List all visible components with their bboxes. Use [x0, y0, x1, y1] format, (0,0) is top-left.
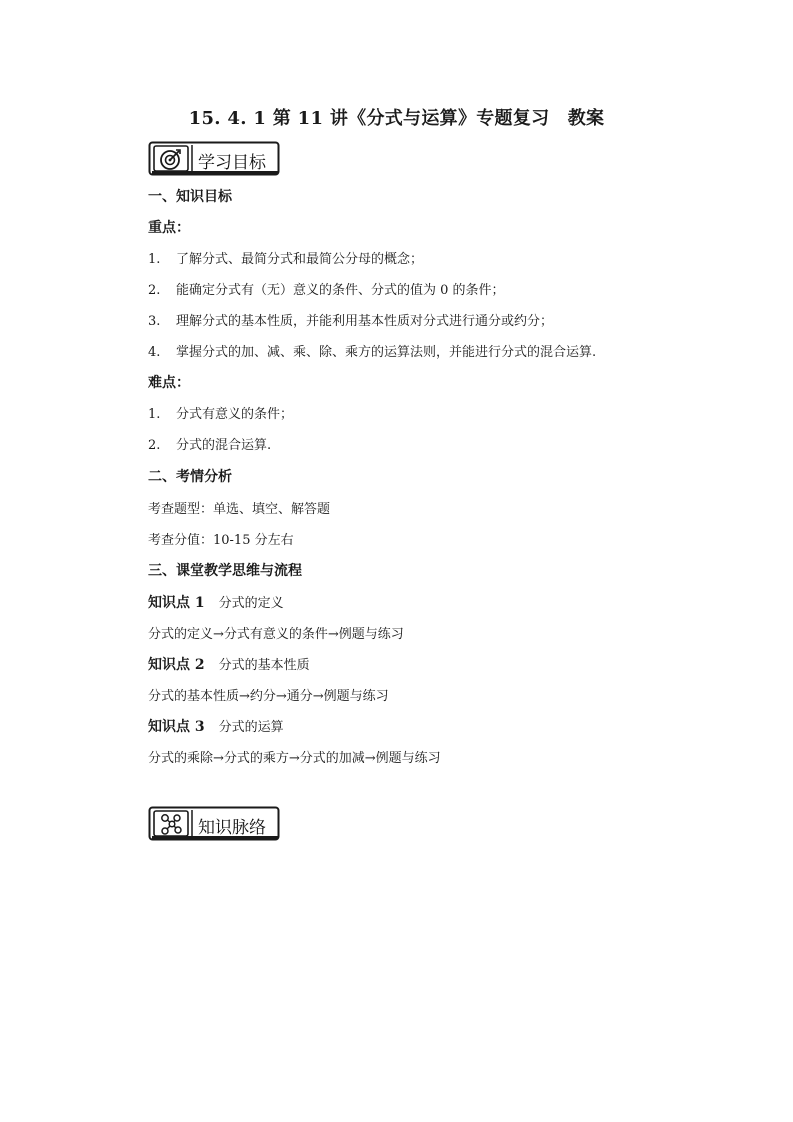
list-text: 分式的混合运算. [176, 438, 272, 453]
list-number: 2. [148, 438, 161, 453]
score-value: 考查分值：10-15 分左右 [148, 533, 294, 548]
target-icon [157, 147, 185, 171]
knowledge-point-flow: 分式的基本性质→约分→通分→例题与练习 [148, 689, 389, 704]
section-heading-knowledge-goals: 一、知识目标 [148, 189, 232, 205]
knowledge-point-flow: 分式的乘除→分式的乘方→分式的加减→例题与练习 [148, 751, 441, 766]
knowledge-point-name: 分式的定义 [218, 596, 284, 611]
list-item [148, 434, 271, 453]
list-item [148, 310, 553, 329]
list-item [148, 279, 505, 298]
knowledge-point-name: 分式的运算 [218, 720, 284, 735]
section-heading-exam-analysis: 二、考情分析 [148, 469, 232, 485]
list-item [148, 403, 293, 422]
list-number: 1. [148, 252, 161, 267]
knowledge-point-heading [148, 654, 310, 674]
page-title: 15. 4. 1 第 11 讲《分式与运算》专题复习 教案 [188, 108, 605, 129]
list-text: 能确定分式有（无）意义的条件、分式的值为 0 的条件； [176, 283, 505, 298]
knowledge-point-label: 知识点 2 [148, 657, 205, 673]
difficulties-heading: 难点： [148, 375, 190, 391]
list-number: 4. [148, 345, 161, 360]
knowledge-point-heading [148, 716, 284, 736]
knowledge-context-badge [148, 806, 280, 841]
knowledge-point-flow: 分式的定义→分式有意义的条件→例题与练习 [148, 627, 404, 642]
list-number: 3. [148, 314, 161, 329]
network-icon [157, 812, 185, 836]
knowledge-point-label: 知识点 1 [148, 595, 205, 611]
key-points-heading: 重点： [148, 220, 190, 236]
question-types: 考查题型：单选、填空、解答题 [148, 502, 331, 517]
badge-label: 知识脉络 [198, 818, 266, 838]
list-text: 掌握分式的加、减、乘、除、乘方的运算法则，并能进行分式的混合运算. [176, 345, 597, 360]
knowledge-point-heading [148, 592, 284, 612]
learning-goals-badge [148, 141, 280, 176]
section-heading-teaching-flow: 三、课堂教学思维与流程 [148, 563, 302, 579]
list-item [148, 248, 423, 267]
list-text: 理解分式的基本性质，并能利用基本性质对分式进行通分或约分； [176, 314, 554, 329]
list-number: 2. [148, 283, 161, 298]
knowledge-point-label: 知识点 3 [148, 719, 205, 735]
badge-label: 学习目标 [198, 153, 266, 173]
list-text: 了解分式、最简分式和最简公分母的概念； [176, 252, 424, 267]
list-item [148, 341, 596, 360]
knowledge-point-name: 分式的基本性质 [218, 658, 310, 673]
list-number: 1. [148, 407, 161, 422]
list-text: 分式有意义的条件； [176, 407, 294, 422]
